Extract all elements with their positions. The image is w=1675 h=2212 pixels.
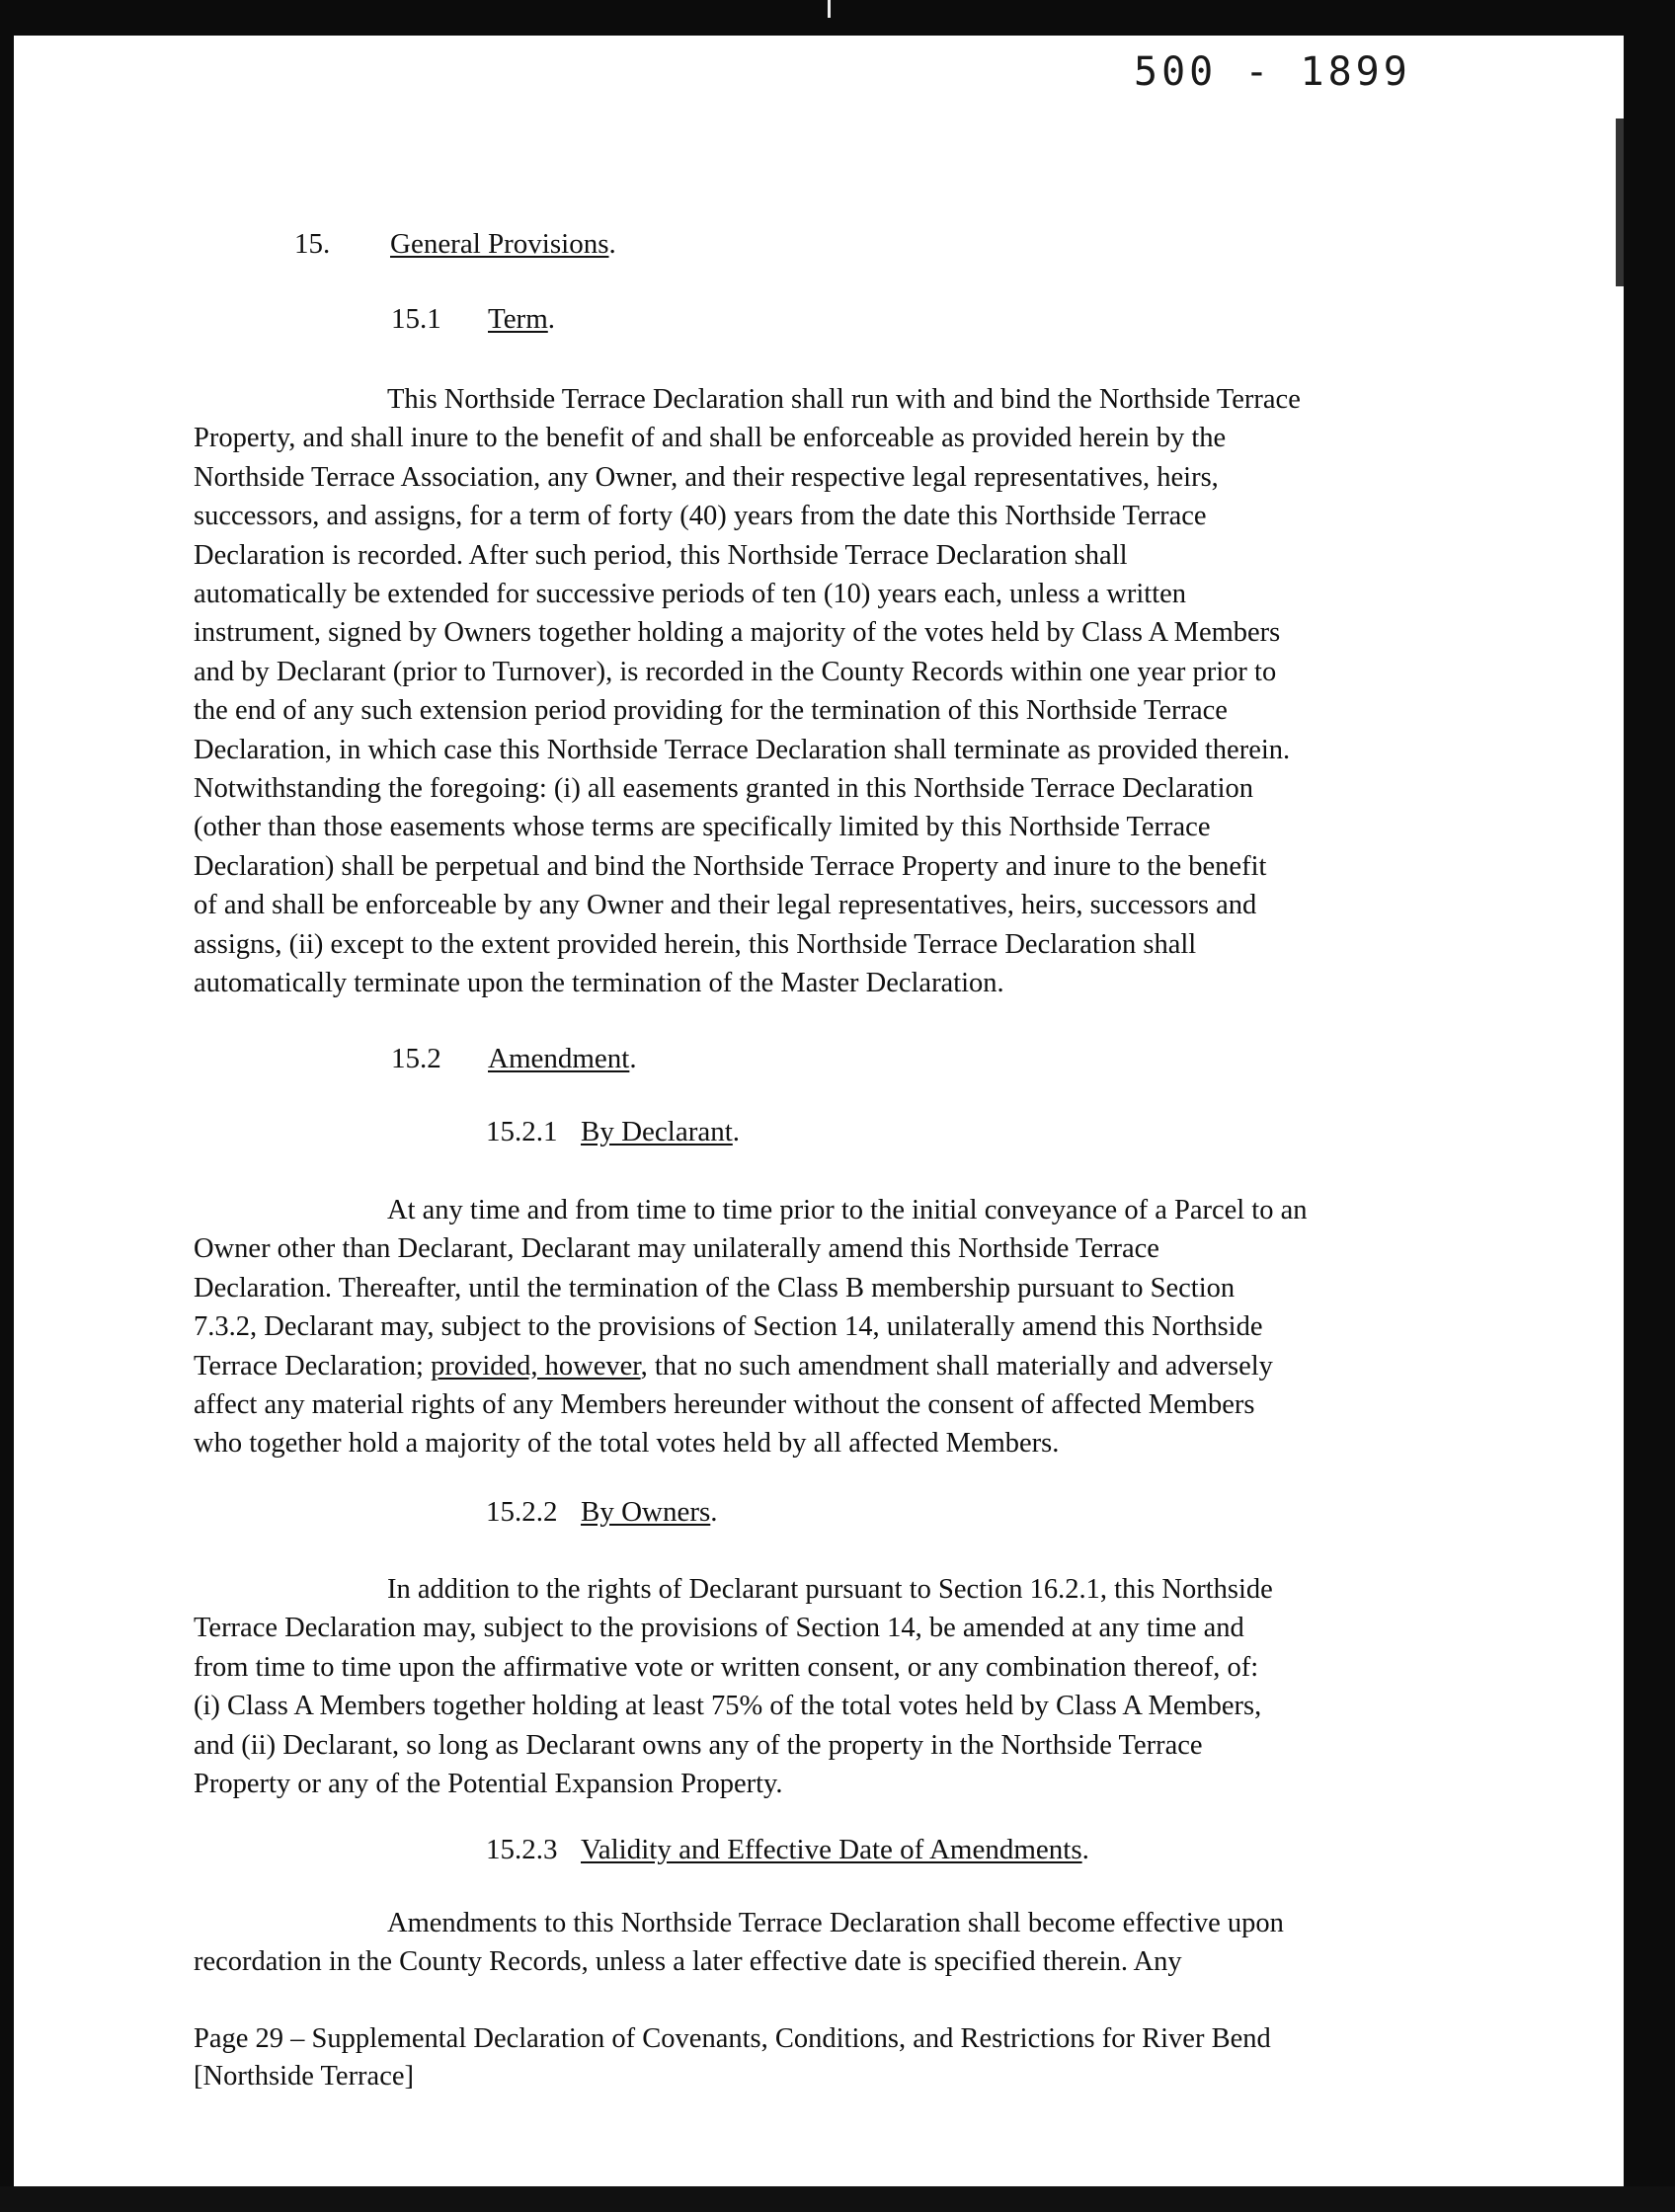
paragraph-line: successors, and assigns, for a term of forty (40) years from the date this Northside Terrace — [194, 501, 1207, 532]
paragraph-line: In addition to the rights of Declarant pursuant to Section 16.2.1, this Northside — [387, 1574, 1273, 1605]
by-declarant-paragraph — [194, 1191, 1458, 1463]
paragraph-line: automatically terminate upon the termination of the Master Declaration. — [194, 968, 1004, 999]
section-number: 15.2.1 — [486, 1116, 558, 1147]
paragraph-line: who together hold a majority of the total votes held by all affected Members. — [194, 1428, 1060, 1460]
paragraph-line: At any time and from time to time prior to the initial conveyance of a Parcel to an — [387, 1195, 1308, 1225]
paragraph-line: instrument, signed by Owners together holding a majority of the votes held by Class A Members — [194, 617, 1281, 649]
paragraph-line — [194, 1347, 1458, 1385]
line-segment: Terrace Declaration; — [194, 1350, 432, 1382]
section-15-2-3-heading — [486, 1833, 1089, 1866]
section-number: 15.2 — [391, 1043, 441, 1074]
section-15-heading — [294, 227, 616, 261]
paragraph-line: assigns, (ii) except to the extent provided herein, this Northside Terrace Declaration shall — [194, 928, 1197, 960]
section-15-2-2-heading — [486, 1495, 718, 1529]
section-15-2-1-heading — [486, 1115, 740, 1148]
section-title-period: . — [732, 1116, 741, 1147]
paragraph-line: Declaration) shall be perpetual and bind the Northside Terrace Property and inure to the benefit — [194, 850, 1267, 882]
footer-line: Page 29 – Supplemental Declaration of Covenants, Conditions, and Restrictions for River Bend — [194, 2023, 1271, 2054]
paragraph-line: Terrace Declaration may, subject to the provisions of Section 14, be amended at any time and — [194, 1613, 1244, 1644]
section-title: By Owners — [581, 1496, 711, 1528]
paragraph-line: This Northside Terrace Declaration shall run with and bind the Northside Terrace — [387, 384, 1301, 415]
validity-paragraph — [194, 1904, 1458, 1982]
section-title-period: . — [629, 1043, 637, 1074]
paragraph-line: Property, and shall inure to the benefit of and shall be enforceable as provided herein by the — [194, 423, 1227, 454]
section-title: By Declarant — [581, 1116, 733, 1147]
section-15-2-heading — [391, 1042, 637, 1075]
footer-line: [Northside Terrace] — [194, 2061, 414, 2092]
section-title: Validity and Effective Date of Amendments — [581, 1834, 1082, 1865]
by-owners-paragraph — [194, 1570, 1458, 1803]
paragraph-line: automatically be extended for successive periods of ten (10) years each, unless a written — [194, 579, 1187, 610]
paragraph-line: Amendments to this Northside Terrace Declaration shall become effective upon — [387, 1908, 1284, 1938]
section-title-period: . — [547, 303, 556, 335]
paragraph-line: Owner other than Declarant, Declarant may unilaterally amend this Northside Terrace — [194, 1233, 1159, 1265]
scan-border-left — [0, 0, 14, 2212]
section-number: 15.1 — [391, 303, 441, 335]
section-title-period: . — [608, 228, 616, 260]
paragraph-line: and (ii) Declarant, so long as Declarant owns any of the property in the Northside Terrace — [194, 1729, 1203, 1761]
scan-artifact-tick — [828, 0, 831, 18]
paragraph-line: from time to time upon the affirmative vote or written consent, or any combination thereof, of: — [194, 1651, 1259, 1683]
term-paragraph — [194, 380, 1458, 1003]
section-title-period: . — [710, 1496, 718, 1528]
paragraph-line: Notwithstanding the foregoing: (i) all easements granted in this Northside Terrace Declaration — [194, 773, 1254, 805]
section-number: 15. — [294, 228, 331, 260]
section-title: Amendment — [488, 1043, 630, 1074]
page-footer — [194, 2020, 1271, 2095]
line-segment: , that no such amendment shall materially and adversely — [640, 1350, 1273, 1382]
paragraph-line: 7.3.2, Declarant may, subject to the provisions of Section 14, unilaterally amend this Northside — [194, 1311, 1263, 1343]
provided-however-emphasis: provided, however — [431, 1350, 641, 1382]
section-title-period: . — [1081, 1834, 1089, 1865]
paragraph-line: Northside Terrace Association, any Owner, and their respective legal representatives, heirs, — [194, 461, 1219, 493]
scan-border-right — [1624, 0, 1675, 2212]
scan-border-bottom — [0, 2186, 1675, 2212]
paragraph-line: Declaration, in which case this Northside Terrace Declaration shall terminate as provided therein. — [194, 734, 1291, 765]
paragraph-line: the end of any such extension period providing for the termination of this Northside Terrace — [194, 695, 1228, 727]
section-title: Term — [488, 303, 548, 335]
paragraph-line: (other than those easements whose terms are specifically limited by this Northside Terrace — [194, 812, 1211, 843]
paragraph-line: (i) Class A Members together holding at least 75% of the total votes held by Class A Members, — [194, 1691, 1262, 1722]
paragraph-line: Property or any of the Potential Expansion Property. — [194, 1769, 783, 1800]
paragraph-line: affect any material rights of any Members hereunder without the consent of affected Members — [194, 1389, 1255, 1421]
document-stamp-number: 500 - 1899 — [1134, 49, 1411, 95]
paragraph-line: Declaration is recorded. After such period, this Northside Terrace Declaration shall — [194, 539, 1128, 571]
scan-artifact-right-mark — [1616, 118, 1624, 286]
paragraph-line: recordation in the County Records, unless a later effective date is specified therein. Any — [194, 1946, 1182, 1978]
paragraph-line: and by Declarant (prior to Turnover), is recorded in the County Records within one year prior to — [194, 656, 1277, 687]
paragraph-line: of and shall be enforceable by any Owner and their legal representatives, heirs, successors and — [194, 890, 1257, 921]
paragraph-line: Declaration. Thereafter, until the termination of the Class B membership pursuant to Section — [194, 1272, 1236, 1304]
section-15-1-heading — [391, 302, 555, 336]
section-number: 15.2.3 — [486, 1834, 558, 1865]
section-title: General Provisions — [390, 228, 609, 260]
section-number: 15.2.2 — [486, 1496, 558, 1528]
scan-border-top — [0, 0, 1675, 36]
